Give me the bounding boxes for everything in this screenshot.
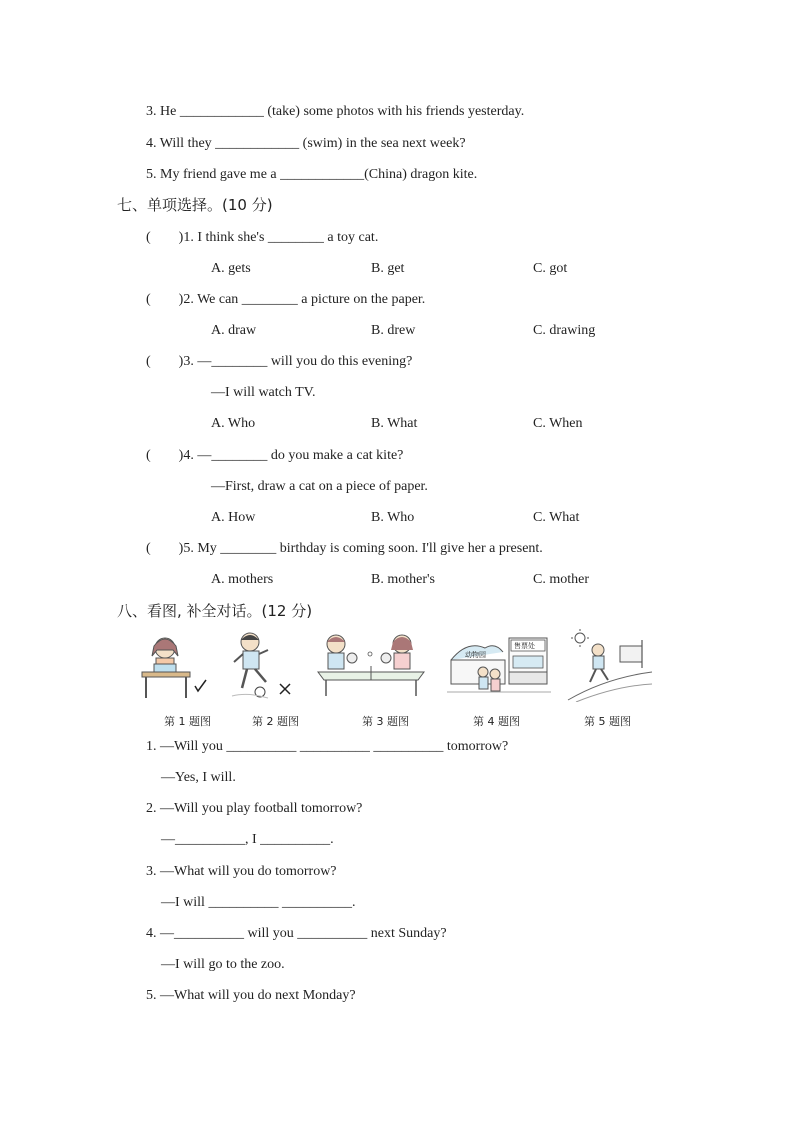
section-heading-7: 七、单项选择。(10 分) [117, 196, 273, 214]
picture-4-caption: 第 4 题图 [473, 715, 520, 728]
mc-q4-option-b: B. Who [371, 510, 415, 525]
mc-q3-option-a: A. Who [211, 416, 256, 431]
mc-q2-stem: ( )2. We can ________ a picture on the paper. [146, 292, 426, 307]
picture-1-reading [140, 628, 210, 702]
mc-q4-stem: ( )4. —________ do you make a cat kite? [146, 448, 404, 463]
mc-q5-option-c: C. mother [533, 572, 589, 587]
picture-3-caption: 第 3 题图 [362, 715, 409, 728]
dialogue-q3: 3. —What will you do tomorrow? [146, 864, 337, 879]
mc-q2-option-b: B. drew [371, 323, 416, 338]
picture-5-running [566, 628, 654, 702]
mc-q1-option-c: C. got [533, 261, 568, 276]
picture-3-table-tennis [314, 632, 428, 700]
dialogue-q1-answer: —Yes, I will. [161, 770, 236, 785]
mc-q5-option-b: B. mother's [371, 572, 435, 587]
mc-q5-stem: ( )5. My ________ birthday is coming soon. I'll give her a present. [146, 541, 543, 556]
dialogue-q5: 5. —What will you do next Monday? [146, 988, 356, 1003]
dialogue-q2-answer: —__________, I __________. [161, 832, 334, 847]
mc-q3-option-b: B. What [371, 416, 418, 431]
mc-q4-sub: —First, draw a cat on a piece of paper. [211, 479, 428, 494]
mc-q2-option-a: A. draw [211, 323, 257, 338]
mc-q1-option-b: B. get [371, 261, 405, 276]
section-heading-8: 八、看图, 补全对话。(12 分) [117, 602, 313, 620]
picture-5-caption: 第 5 题图 [584, 715, 631, 728]
dialogue-q2: 2. —Will you play football tomorrow? [146, 801, 363, 816]
zoo-sign-text: 动物园 [465, 651, 486, 659]
part6-q3: 3. He ____________ (take) some photos with his friends yesterday. [146, 104, 525, 119]
mc-q5-option-a: A. mothers [211, 572, 274, 587]
mc-q4-option-c: C. What [533, 510, 580, 525]
mc-q1-stem: ( )1. I think she's ________ a toy cat. [146, 230, 379, 245]
mc-q1-option-a: A. gets [211, 261, 251, 276]
dialogue-q4-answer: —I will go to the zoo. [161, 957, 285, 972]
picture-1-caption: 第 1 题图 [164, 715, 211, 728]
part6-q4: 4. Will they ____________ (swim) in the sea next week? [146, 136, 466, 151]
picture-2-football [228, 628, 298, 702]
dialogue-q4: 4. —__________ will you __________ next Sunday? [146, 926, 447, 941]
mc-q4-option-a: A. How [211, 510, 256, 525]
mc-q3-sub: —I will watch TV. [211, 385, 316, 400]
dialogue-q3-answer: —I will __________ __________. [161, 895, 356, 910]
ticket-sign-text: 售票处 [514, 642, 535, 650]
mc-q2-option-c: C. drawing [533, 323, 596, 338]
picture-4-zoo [447, 632, 551, 700]
part6-q5: 5. My friend gave me a ____________(China) dragon kite. [146, 167, 478, 182]
dialogue-q1: 1. —Will you __________ __________ __________ tomorrow? [146, 739, 509, 754]
mc-q3-option-c: C. When [533, 416, 583, 431]
picture-2-caption: 第 2 题图 [252, 715, 299, 728]
mc-q3-stem: ( )3. —________ will you do this evening? [146, 354, 413, 369]
